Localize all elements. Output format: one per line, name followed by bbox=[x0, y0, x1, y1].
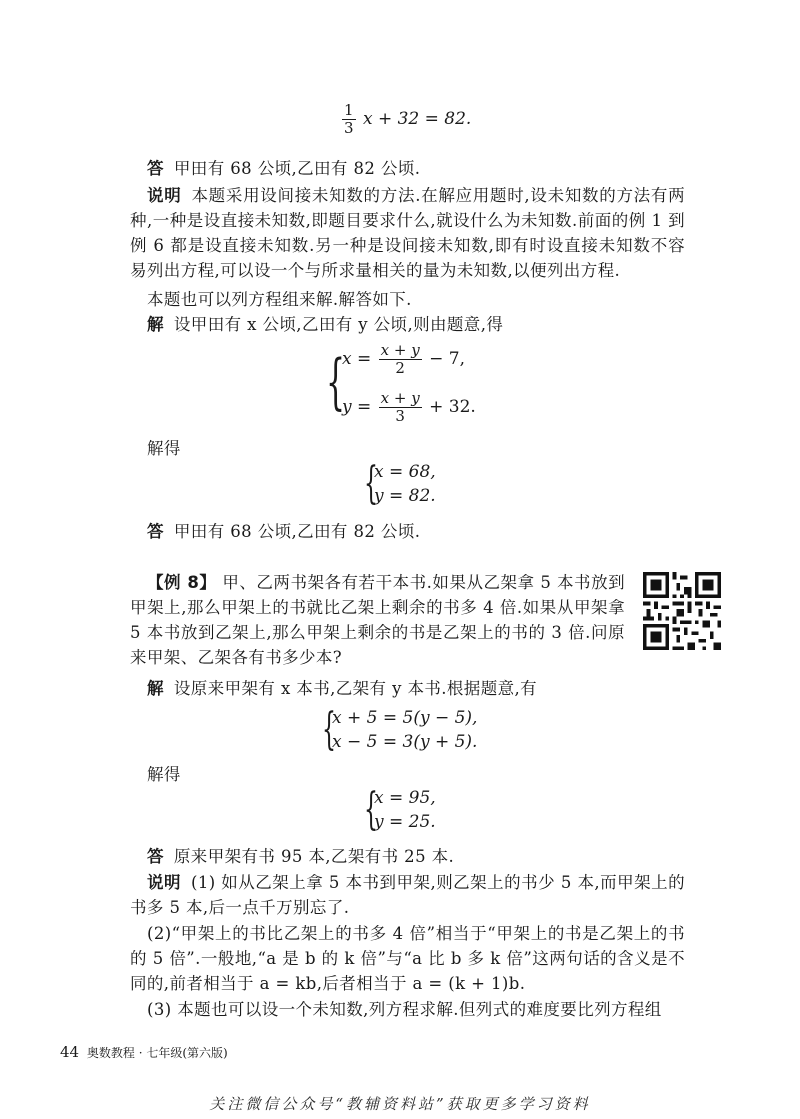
left-brace: { bbox=[322, 704, 336, 755]
equation-top bbox=[340, 102, 471, 137]
example-8: 【例 8】 甲、乙两书架各有若干本书.如果从乙架拿 5 本书放到甲架上,那么甲架上的书就比乙架上剩余的书多 4 倍.如果从甲架拿 5 本书放到乙架上,那么甲架上剩余的书是乙架上的书的 3 倍.问原来甲架、乙架各有书多少本? bbox=[130, 573, 625, 667]
example-label: 【例 8】 bbox=[147, 573, 217, 592]
result-system-2: { x = 95, y = 25. bbox=[364, 784, 436, 835]
left-brace: { bbox=[364, 458, 378, 509]
note-label: 说明 bbox=[147, 186, 182, 205]
answer-label: 答 bbox=[147, 522, 164, 541]
result-system-1: { x = 68, y = 82. bbox=[364, 458, 436, 509]
alt-intro: 本题也可以列方程组来解.解答如下. bbox=[147, 290, 412, 309]
answer-label: 答 bbox=[147, 847, 164, 866]
fraction-one-third: $\frac{1}{3}$ bbox=[344, 101, 354, 137]
solution-label: 解 bbox=[147, 315, 164, 334]
equation-system-1 bbox=[326, 341, 530, 432]
solution-1: 解 设甲田有 x 公顷,乙田有 y 公顷,则由题意,得 bbox=[147, 315, 504, 334]
answer-2: 答 甲田有 68 公顷,乙田有 82 公顷. bbox=[147, 522, 421, 541]
note-2-paragraph-2: (2)“甲架上的书比乙架上的书多 4 倍”相当于“甲架上的书是乙架上的书的 5 倍”.一般地,“a 是 b 的 k 倍”与“a 比 b 多 k 倍”这两句话的含义是不同的,前者相当于 a = kb,后者相当于 a = (k + 1)b. bbox=[130, 924, 685, 993]
note-2-paragraph-3: (3) 本题也可以设一个未知数,列方程求解.但列式的难度要比列方程组 bbox=[147, 1000, 662, 1019]
solve-word-2: 解得 bbox=[147, 765, 181, 784]
solution-2: 解 设原来甲架有 x 本书,乙架有 y 本书.根据题意,有 bbox=[147, 679, 538, 698]
page-footer bbox=[60, 1043, 228, 1061]
equation-top-rest: x + 32 = 82. bbox=[362, 109, 472, 129]
solution-label: 解 bbox=[147, 679, 164, 698]
system-1-eq-1: x = $\frac{x + y}{2}$ − 7, bbox=[342, 341, 465, 377]
left-brace: { bbox=[364, 784, 378, 835]
promo-banner: 关注微信公众号“教辅资料站”获取更多学习资料 bbox=[209, 1095, 591, 1113]
left-brace: { bbox=[326, 347, 346, 417]
system-1-eq-2: y = $\frac{x + y}{3}$ + 32. bbox=[342, 389, 476, 425]
answer-3: 答 原来甲架有书 95 本,乙架有书 25 本. bbox=[147, 847, 455, 866]
book-title: 奥数教程 · 七年级(第六版) bbox=[86, 1046, 228, 1060]
answer-1: 答 甲田有 68 公顷,乙田有 82 公顷. bbox=[147, 159, 421, 178]
note-1: 说明 本题采用设间接未知数的方法.在解应用题时,设未知数的方法有两种,一种是设直接未知数,即题目要求什么,就设什么为未知数.前面的例 1 到例 6 都是设直接未知数.另一种是设间接未知数,即有时设直接未知数不容易列出方程,可以设一个与所求量相关的量为未知数,以便列出方程. bbox=[130, 186, 685, 280]
equation-system-2: { x + 5 = 5(y − 5), x − 5 = 3(y + 5). bbox=[322, 704, 478, 755]
note-label: 说明 bbox=[147, 873, 181, 892]
solve-word-1: 解得 bbox=[147, 439, 181, 458]
page-number: 44 bbox=[60, 1043, 80, 1061]
qr-code[interactable] bbox=[643, 572, 721, 650]
answer-label: 答 bbox=[147, 159, 164, 178]
note-2: 说明 (1) 如从乙架上拿 5 本书到甲架,则乙架上的书少 5 本,而甲架上的书多 5 本,后一点千万别忘了. bbox=[130, 873, 686, 917]
